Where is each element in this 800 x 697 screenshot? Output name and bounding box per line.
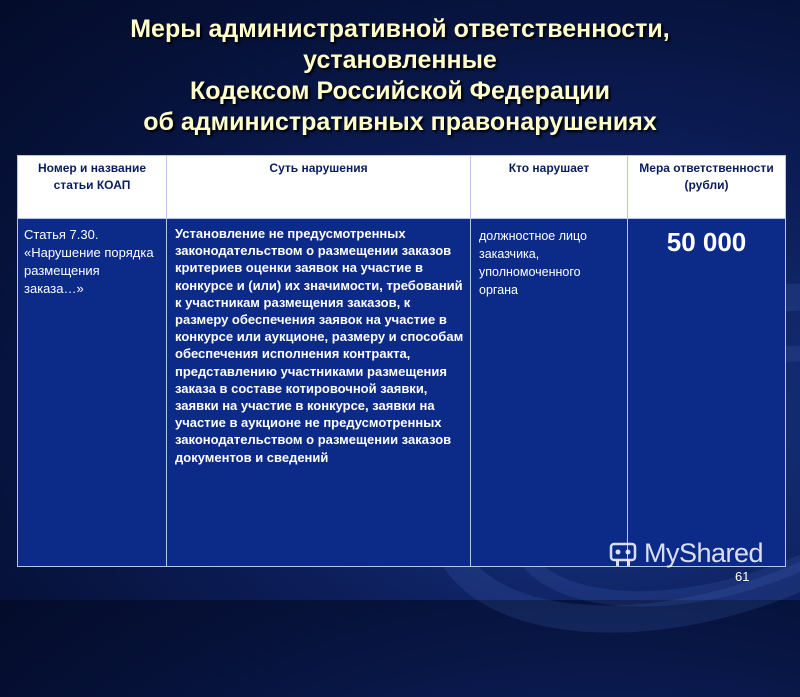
title-line-2: установленные bbox=[303, 46, 497, 74]
header-penalty: Мера ответственности (рубли) bbox=[628, 156, 786, 219]
table-row bbox=[18, 219, 786, 567]
watermark-text: MyShared bbox=[644, 537, 764, 568]
slide-title bbox=[0, 14, 800, 138]
myshared-watermark bbox=[608, 536, 763, 570]
page-number: 61 bbox=[735, 569, 750, 584]
cell-violation: Установление не предусмотренных законодательством о размещении заказов критериев оценки заявок на участие в конкурсе и (или) их значимости, требований к участникам размещения заказов, к размеру обеспечения заявок на участие в конкурсе или аукционе, размеру и способам обеспечения исполнения контракта, представлению участниками размещения заказа в составе котировочной заявки, заявки на участие в конкурсе, заявки на участие в аукционе не предусмотренных законодательством о размещении заказов документов и сведений bbox=[167, 219, 471, 567]
header-article: Номер и название статьи КОАП bbox=[18, 156, 167, 219]
cell-violator: должностное лицо заказчика, уполномоченного органа bbox=[471, 219, 628, 567]
header-violation: Суть нарушения bbox=[167, 156, 471, 219]
cell-article: Статья 7.30. «Нарушение порядка размещения заказа…» bbox=[18, 219, 167, 567]
title-line-4: об административных правонарушениях bbox=[143, 108, 657, 136]
myshared-logo-icon bbox=[608, 538, 638, 568]
penalty-table bbox=[17, 155, 786, 567]
title-line-3: Кодексом Российской Федерации bbox=[190, 77, 610, 105]
cell-penalty: 50 000 bbox=[628, 219, 786, 567]
table-header-row bbox=[18, 156, 786, 219]
header-violator: Кто нарушает bbox=[471, 156, 628, 219]
title-line-1: Меры административной ответственности, bbox=[130, 15, 670, 43]
